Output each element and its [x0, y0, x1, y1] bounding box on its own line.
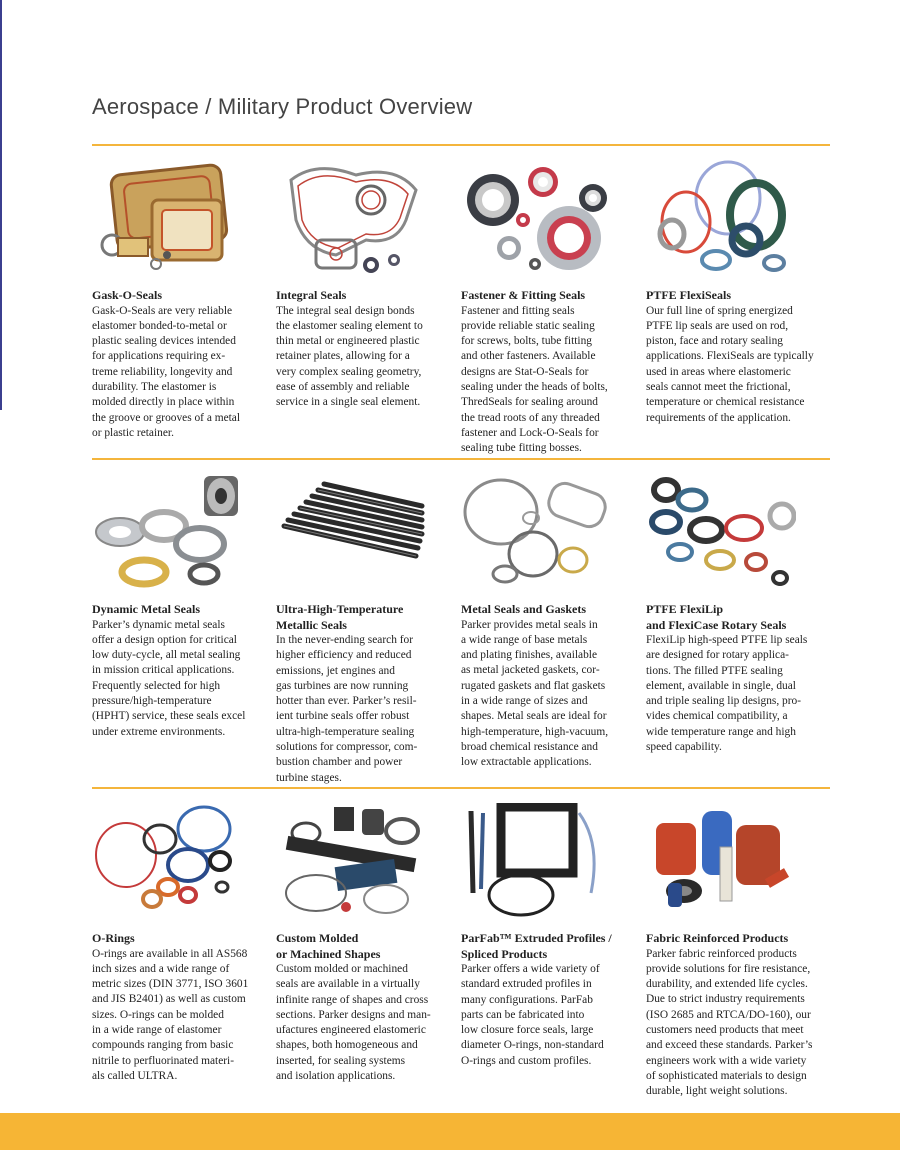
product-o-rings — [92, 803, 268, 1084]
custom-molded-shapes-photo — [276, 803, 426, 923]
product-description: Fastener and fitting seals provide reliable static sealing for screws, bolts, tube fitting and other fasteners. Available designs are Stat-O-Seals for sealing under the heads of bolts, ThredSeals for sealing around the tread roots of any threaded fastener and Lock-O-Seals for sealing tube fitting bosses. — [461, 304, 608, 455]
product-description: Our full line of spring energized PTFE lip seals are used on rod, piston, face and rotary sealing applications. FlexiSeals are typically used in areas where elastomeric seals cannot meet the frictional, temperature or chemical resistance requirements of the application. — [646, 304, 814, 424]
product-integral-seals — [276, 160, 452, 411]
product-custom-molded-shapes — [276, 803, 452, 1084]
page-title: Aerospace / Military Product Overview — [92, 94, 473, 119]
product-title: PTFE FlexiLip and FlexiCase Rotary Seals — [646, 602, 787, 632]
dynamic-metal-seals-photo — [92, 474, 242, 594]
ultra-high-temperature-seals-photo — [276, 474, 426, 594]
product-title: ParFab™ Extruded Profiles / Spliced Products — [461, 931, 612, 961]
section-divider-2 — [92, 458, 830, 460]
product-description: The integral seal design bonds the elastomer sealing element to thin metal or engineered plastic retainer plates, allowing for a very complex sealing geometry, ease of assembly and reliable service in a single seal element. — [276, 304, 423, 409]
product-metal-seals-gaskets — [461, 474, 637, 770]
product-ptfe-flexiseals — [646, 160, 822, 426]
parfab-extruded-profiles-photo — [461, 803, 611, 923]
product-title: Metal Seals and Gaskets — [461, 602, 587, 616]
product-title: Integral Seals — [276, 288, 347, 302]
product-title: O-Rings — [92, 931, 135, 945]
gask-o-seals-photo — [92, 160, 242, 280]
product-description: Parker offers a wide variety of standard extruded profiles in many configurations. ParFab parts can be fabricated into low closure force seals, large diameter O-rings, non-standard O-rings and custom profiles. — [461, 963, 604, 1067]
product-dynamic-metal-seals — [92, 474, 268, 740]
product-title: Gask-O-Seals — [92, 288, 163, 302]
section-divider-3 — [92, 787, 830, 789]
product-title: Custom Molded or Machined Shapes — [276, 931, 381, 961]
product-description: FlexiLip high-speed PTFE lip seals are designed for rotary applica- tions. The filled PTFE sealing element, available in single, dual and triple sealing lip designs, pro- vides chemical compatibility, a wide temperature range and high speed capability. — [646, 634, 808, 754]
metal-seals-gaskets-photo — [461, 474, 611, 594]
product-title: Fastener & Fitting Seals — [461, 288, 586, 302]
product-title: PTFE FlexiSeals — [646, 288, 731, 302]
product-description: Custom molded or machined seals are available in a virtually infinite range of shapes and cross sections. Parker designs and man- ufactures engineered elastomeric shapes, both homogeneous and inserted, for sealing systems and isolation applications. — [276, 963, 431, 1083]
section-divider-1 — [92, 144, 830, 146]
product-description: Parker’s dynamic metal seals offer a design option for critical low duty-cycle, all metal sealing in mission critical applications. Frequently selected for high pressure/high-temperature (HPHT) service, these seals excel under extreme environments. — [92, 618, 246, 738]
product-ptfe-flexilip — [646, 474, 822, 755]
fabric-reinforced-photo — [646, 803, 796, 923]
ptfe-flexiseals-photo — [646, 160, 796, 280]
o-rings-photo — [92, 803, 242, 923]
product-title: Ultra-High-Temperature Metallic Seals — [276, 602, 404, 632]
footer-accent-bar — [0, 1113, 900, 1150]
product-parfab-extruded-profiles — [461, 803, 637, 1069]
product-description: Parker provides metal seals in a wide range of base metals and plating finishes, available as metal jacketed gaskets, cor- rugated gaskets and flat gaskets in a wide range of sizes and shapes. Metal seals are ideal for high-temperature, high-vacuum, broad chemical resistance and low extractable applications. — [461, 618, 609, 769]
left-margin-rule — [0, 0, 2, 410]
product-title: Dynamic Metal Seals — [92, 602, 200, 616]
product-description: In the never-ending search for higher efficiency and reduced emissions, jet engines and gas turbines are now running hotter than ever. Parker’s resil- ient turbine seals offer robust ultra-high-temperature sealing solutions for compressor, com- bustion chamber and power turbine stages. — [276, 634, 418, 784]
product-description: Parker fabric reinforced products provide solutions for fire resistance, durability, and extended life cycles. Due to strict industry requirements (ISO 2685 and RTCA/DO-160), our customers need products that meet and exceed these standards. Parker’s engineers work with a wide variety of sophisticated materials to design durable, light weight solutions. — [646, 947, 813, 1098]
product-description: O-rings are available in all AS568 inch sizes and a wide range of metric sizes (DIN 3771, ISO 3601 and JIS B2401) as well as custom sizes. O-rings can be molded in a wide range of elastomer compounds ranging from basic nitrile to perfluorinated materi- als called ULTRA. — [92, 947, 249, 1082]
product-gask-o-seals — [92, 160, 268, 441]
product-description: Gask-O-Seals are very reliable elastomer bonded-to-metal or plastic sealing devices intended for applications requiring ex- treme reliability, longevity and durability. The elastomer is molded directly in place within the groove or grooves of a metal or plastic retainer. — [92, 304, 241, 439]
integral-seals-photo — [276, 160, 426, 280]
product-fastener-fitting-seals — [461, 160, 637, 456]
fastener-fitting-seals-photo — [461, 160, 611, 280]
product-ultra-high-temperature-seals — [276, 474, 452, 786]
ptfe-flexilip-photo — [646, 474, 796, 594]
product-title: Fabric Reinforced Products — [646, 931, 789, 945]
product-fabric-reinforced — [646, 803, 822, 1099]
